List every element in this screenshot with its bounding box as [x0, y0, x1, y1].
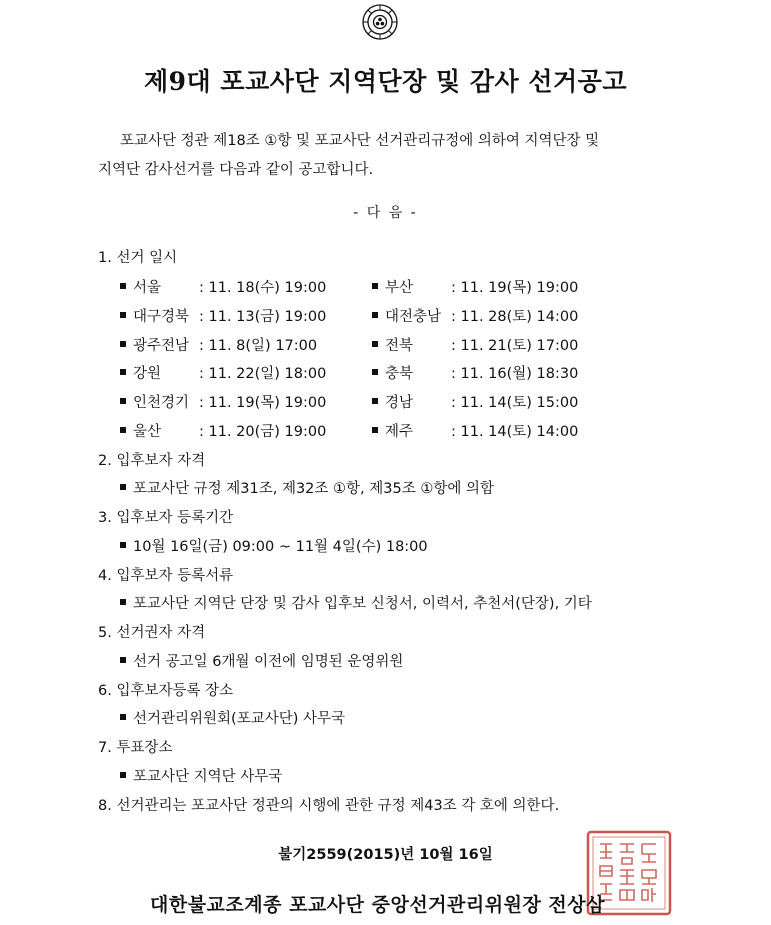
- section-heading-registration-documents: 4. 입후보자 등록서류: [98, 568, 234, 584]
- section-heading-voting-place: 7. 투표장소: [98, 740, 173, 756]
- schedule-region: 울산: [133, 424, 162, 440]
- section-detail-text: 선거 공고일 6개월 이전에 임명된 운영위원: [133, 654, 404, 670]
- section-detail-text: 포교사단 지역단 단장 및 감사 입후보 신청서, 이력서, 추천서(단장), 기타: [133, 596, 592, 612]
- bullet-icon: [120, 312, 126, 318]
- page-title: 제9대 포교사단 지역단장 및 감사 선거공고: [144, 67, 627, 96]
- bullet-icon: [120, 772, 126, 778]
- schedule-region: 인천경기: [133, 395, 190, 411]
- section-heading-voter-qualification: 5. 선거권자 자격: [98, 625, 206, 641]
- schedule-region: 전북: [385, 338, 414, 354]
- schedule-time: : 11. 19(목) 19:00: [199, 395, 327, 411]
- schedule-region: 대전충남: [385, 309, 442, 325]
- schedule-region: 경남: [385, 395, 414, 411]
- section-detail-text: 10월 16일(금) 09:00 ~ 11월 4일(수) 18:00: [133, 539, 428, 555]
- schedule-region: 대구경북: [133, 309, 190, 325]
- schedule-region: 강원: [133, 366, 162, 382]
- schedule-time: : 11. 20(금) 19:00: [199, 424, 327, 440]
- signer-name: 대한불교조계종 포교사단 중앙선거관리위원장 전상삼: [150, 894, 605, 916]
- section-detail: [120, 477, 494, 498]
- bullet-icon: [372, 427, 378, 433]
- section-detail-text: 포교사단 규정 제31조, 제32조 ①항, 제35조 ①항에 의함: [133, 481, 494, 497]
- announcement-date: 불기2559(2015)년 10월 16일: [278, 847, 493, 863]
- schedule-region: 서울: [133, 280, 162, 296]
- bullet-icon: [120, 714, 126, 720]
- schedule-region: 부산: [385, 280, 414, 296]
- section-detail: [120, 535, 428, 556]
- section-detail-text: 선거관리위원회(포교사단) 사무국: [133, 711, 346, 727]
- intro-paragraph-line1: 포교사단 정관 제18조 ①항 및 포교사단 선거관리규정에 의하여 지역단장 및: [120, 133, 600, 149]
- section-detail: [120, 707, 345, 728]
- bullet-icon: [372, 369, 378, 375]
- schedule-time: : 11. 28(토) 14:00: [451, 309, 579, 325]
- schedule-region: 광주전남: [133, 338, 190, 354]
- intro-paragraph-line2: 지역단 감사선거를 다음과 같이 공고합니다.: [98, 162, 374, 178]
- schedule-time: : 11. 8(일) 17:00: [199, 338, 318, 354]
- schedule-time: : 11. 16(월) 18:30: [451, 366, 579, 382]
- section-detail-text: 포교사단 지역단 사무국: [133, 769, 283, 785]
- bullet-icon: [120, 542, 126, 548]
- bullet-icon: [120, 369, 126, 375]
- bullet-icon: [120, 341, 126, 347]
- dharma-emblem-icon: [356, 2, 404, 42]
- schedule-time: : 11. 22(일) 18:00: [199, 366, 327, 382]
- schedule-time: : 11. 21(토) 17:00: [451, 338, 579, 354]
- section-detail: [120, 592, 592, 613]
- bullet-icon: [120, 283, 126, 289]
- schedule-time: : 11. 19(목) 19:00: [451, 280, 579, 296]
- schedule-time: : 11. 14(토) 14:00: [451, 424, 579, 440]
- section-detail: [120, 765, 282, 786]
- schedule-region: 충북: [385, 366, 414, 382]
- bullet-icon: [120, 427, 126, 433]
- schedule-time: : 11. 13(금) 19:00: [199, 309, 327, 325]
- bullet-icon: [372, 341, 378, 347]
- section-divider-label: - 다 음 -: [353, 205, 418, 221]
- bullet-icon: [372, 312, 378, 318]
- bullet-icon: [120, 484, 126, 490]
- section-heading-registration-place: 6. 입후보자등록 장소: [98, 683, 234, 699]
- bullet-icon: [120, 599, 126, 605]
- section-heading-election-schedule: 1. 선거 일시: [98, 250, 178, 266]
- section-heading-election-management: 8. 선거관리는 포교사단 정관의 시행에 관한 규정 제43조 각 호에 의한다.: [98, 798, 560, 814]
- section-heading-registration-period: 3. 입후보자 등록기간: [98, 510, 234, 526]
- schedule-time: : 11. 18(수) 19:00: [199, 280, 327, 296]
- bullet-icon: [120, 657, 126, 663]
- section-detail: [120, 650, 403, 671]
- bullet-icon: [120, 398, 126, 404]
- bullet-icon: [372, 283, 378, 289]
- bullet-icon: [372, 398, 378, 404]
- schedule-time: : 11. 14(토) 15:00: [451, 395, 579, 411]
- section-heading-candidate-qualification: 2. 입후보자 자격: [98, 453, 206, 469]
- schedule-region: 제주: [385, 424, 414, 440]
